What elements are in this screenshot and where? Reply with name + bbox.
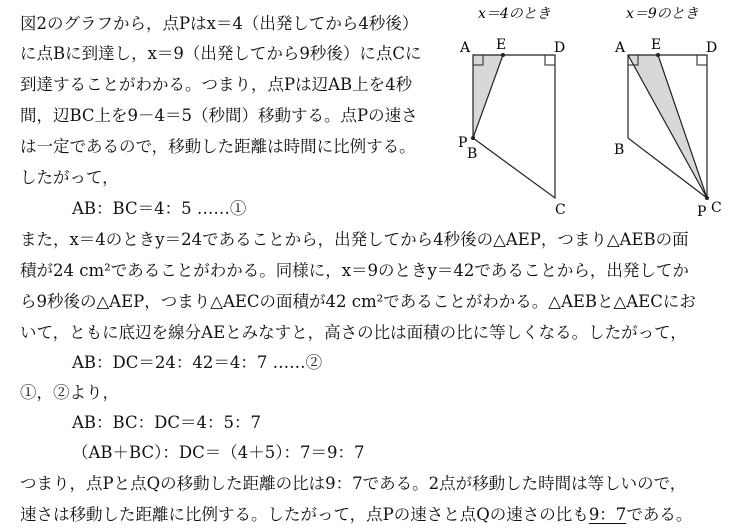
equation-1: AB：BC＝4：5 ……①	[72, 199, 247, 218]
final-answer: 9：7	[588, 505, 627, 524]
label-a-left: A	[460, 40, 471, 56]
label-b-right: B	[614, 142, 625, 158]
intro-line-6: したがって，	[20, 168, 119, 187]
segment-ec-right	[658, 55, 707, 198]
right-angle-d-right	[697, 55, 707, 65]
figure-left	[458, 37, 566, 218]
segment-ac-right	[628, 55, 707, 198]
equation-4: （AB＋BC）：DC＝（4＋5）：7＝9：7	[72, 443, 365, 462]
final-line-2	[20, 505, 692, 525]
intro-line-4: 間，辺BC上を9－4＝5（秒間）移動する。点Pの速さ	[20, 106, 418, 125]
label-e-right: E	[651, 37, 662, 53]
equation-3: AB：BC：DC＝4：5：7	[72, 413, 261, 432]
figure-right	[614, 37, 722, 220]
point-p-right	[705, 196, 709, 200]
intro-line-5: は一定であるので，移動した距離は時間に比例する。	[20, 137, 416, 156]
label-d-left: D	[554, 40, 566, 56]
mid-line-4: いて，ともに底辺を線分AEとみなすと，高さの比は面積の比に等しくなる。したがって，	[20, 323, 687, 342]
label-p-right: P	[697, 204, 707, 220]
final-line-2-post: である。	[626, 505, 693, 524]
label-e-left: E	[496, 37, 507, 53]
right-angle-d-left	[545, 55, 555, 65]
intro-line-2: に点Bに到達し，x＝9（出発してから9秒後）に点Cに	[20, 44, 422, 63]
label-c-left: C	[555, 202, 566, 218]
label-d-right: D	[706, 40, 718, 56]
caption-left: x＝4のとき	[478, 6, 551, 22]
intro-line-1: 図2のグラフから，点Pはx＝4（出発してから4秒後）	[20, 14, 419, 33]
mid-line-1: また，x＝4のときy＝24であることから，出発してから4秒後の△AEP，つまり△AEBの面	[20, 230, 689, 249]
figure-geometry	[440, 0, 740, 225]
label-p-left: P	[458, 135, 468, 151]
label-a-right: A	[615, 40, 626, 56]
final-line-2-pre: 速さは移動した距離に比例する。したがって，点Pの速さと点Qの速さの比も	[20, 505, 589, 524]
point-p-left	[471, 136, 475, 140]
label-b-left: B	[467, 146, 478, 162]
equation-2: AB：DC＝24：42＝4：7 ……②	[72, 353, 323, 372]
label-c-right: C	[711, 200, 722, 216]
point-e-right	[656, 53, 660, 57]
intro-line-3: 到達することがわかる。つまり，点Pは辺AB上を4秒	[20, 75, 413, 94]
mid-line-2: 積が24 cm²であることがわかる。同様に，x＝9のときy＝42であることから，出発してか	[20, 261, 689, 280]
caption-right: x＝9のとき	[626, 6, 699, 22]
mid-line-3: ら9秒後の△AEP，つまり△AECの面積が42 cm²であることがわかる。△AEBと△AECにお	[20, 292, 696, 311]
point-e-left	[501, 53, 505, 57]
from-line: ①，②より，	[20, 383, 119, 402]
final-line-1: つまり，点Pと点Qの移動した距離の比は9：7である。2点が移動した時間は等しいので，	[20, 474, 687, 493]
